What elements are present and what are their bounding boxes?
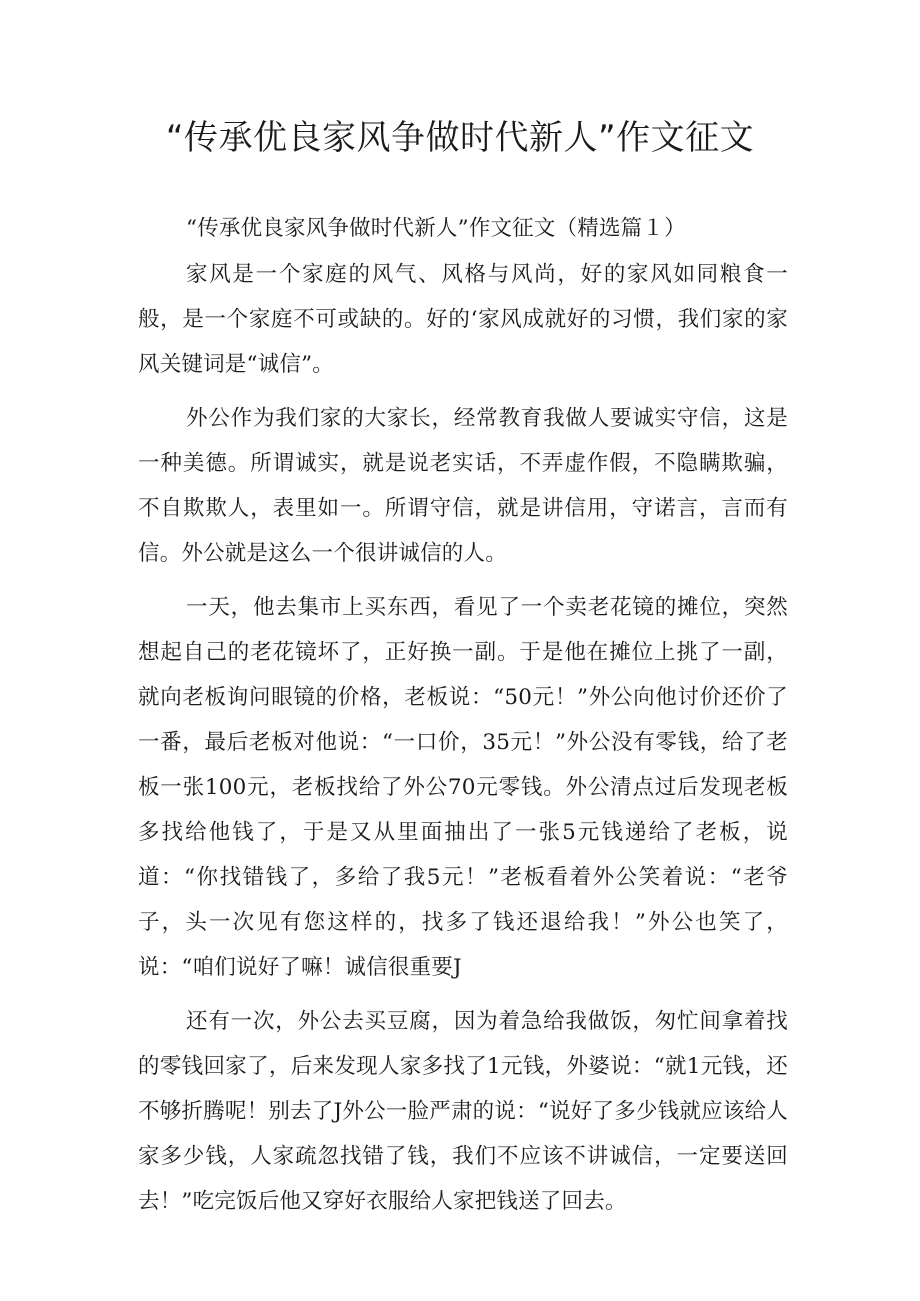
essay-subtitle: “传承优良家风争做时代新人”作文征文（精选篇１） [186, 216, 686, 241]
document-body [138, 206, 788, 1233]
paragraph-1: 家风是一个家庭的风气、风格与风尚，好的家风如同粮食一般，是一个家庭不可或缺的。好的‘家风成就好的习惯，我们家的家风关键词是“诚信”。 [138, 262, 788, 377]
paragraph-2: 外公作为我们家的大家长，经常教育我做人要诚实守信，这是一种美德。所谓诚实，就是说老实话，不弄虚作假，不隐瞒欺骗，不自欺欺人，表里如一。所谓守信，就是讲信用，守诺言，言而有信。外公就是这么一个很讲诚信的人。 [138, 406, 788, 566]
document-title: “传承优良家风争做时代新人”作文征文 [165, 118, 755, 158]
paragraph-4: 还有一次，外公去买豆腐，因为着急给我做饭，匆忙间拿着找的零钱回家了，后来发现人家多找了1元钱，外婆说：“就1元钱，还不够折腾呢！别去了J外公一脸严肃的说：“说好了多少钱就应该给人家多少钱，人家疏忽找错了钱，我们不应该不讲诚信，一定要送回去！”吃完饭后他又穿好衣服给人家把钱送了回去。 [138, 1009, 788, 1214]
paragraph-3: 一天，他去集市上买东西，看见了一个卖老花镜的摊位，突然想起自己的老花镜坏了，正好换一副。于是他在摊位上挑了一副，就向老板询问眼镜的价格，老板说：“50元！”外公向他讨价还价了一番，最后老板对他说：“一口价，35元！”外公没有零钱，给了老板一张100元，老板找给了外公70元零钱。外公清点过后发现老板多找给他钱了，于是又从里面抽出了一张5元钱递给了老板，说道：“你找错钱了，多给了我5元！”老板看着外公笑着说：“老爷子，头一次见有您这样的，找多了钱还退给我！”外公也笑了，说：“咱们说好了嘛！诚信很重要J [138, 595, 788, 980]
